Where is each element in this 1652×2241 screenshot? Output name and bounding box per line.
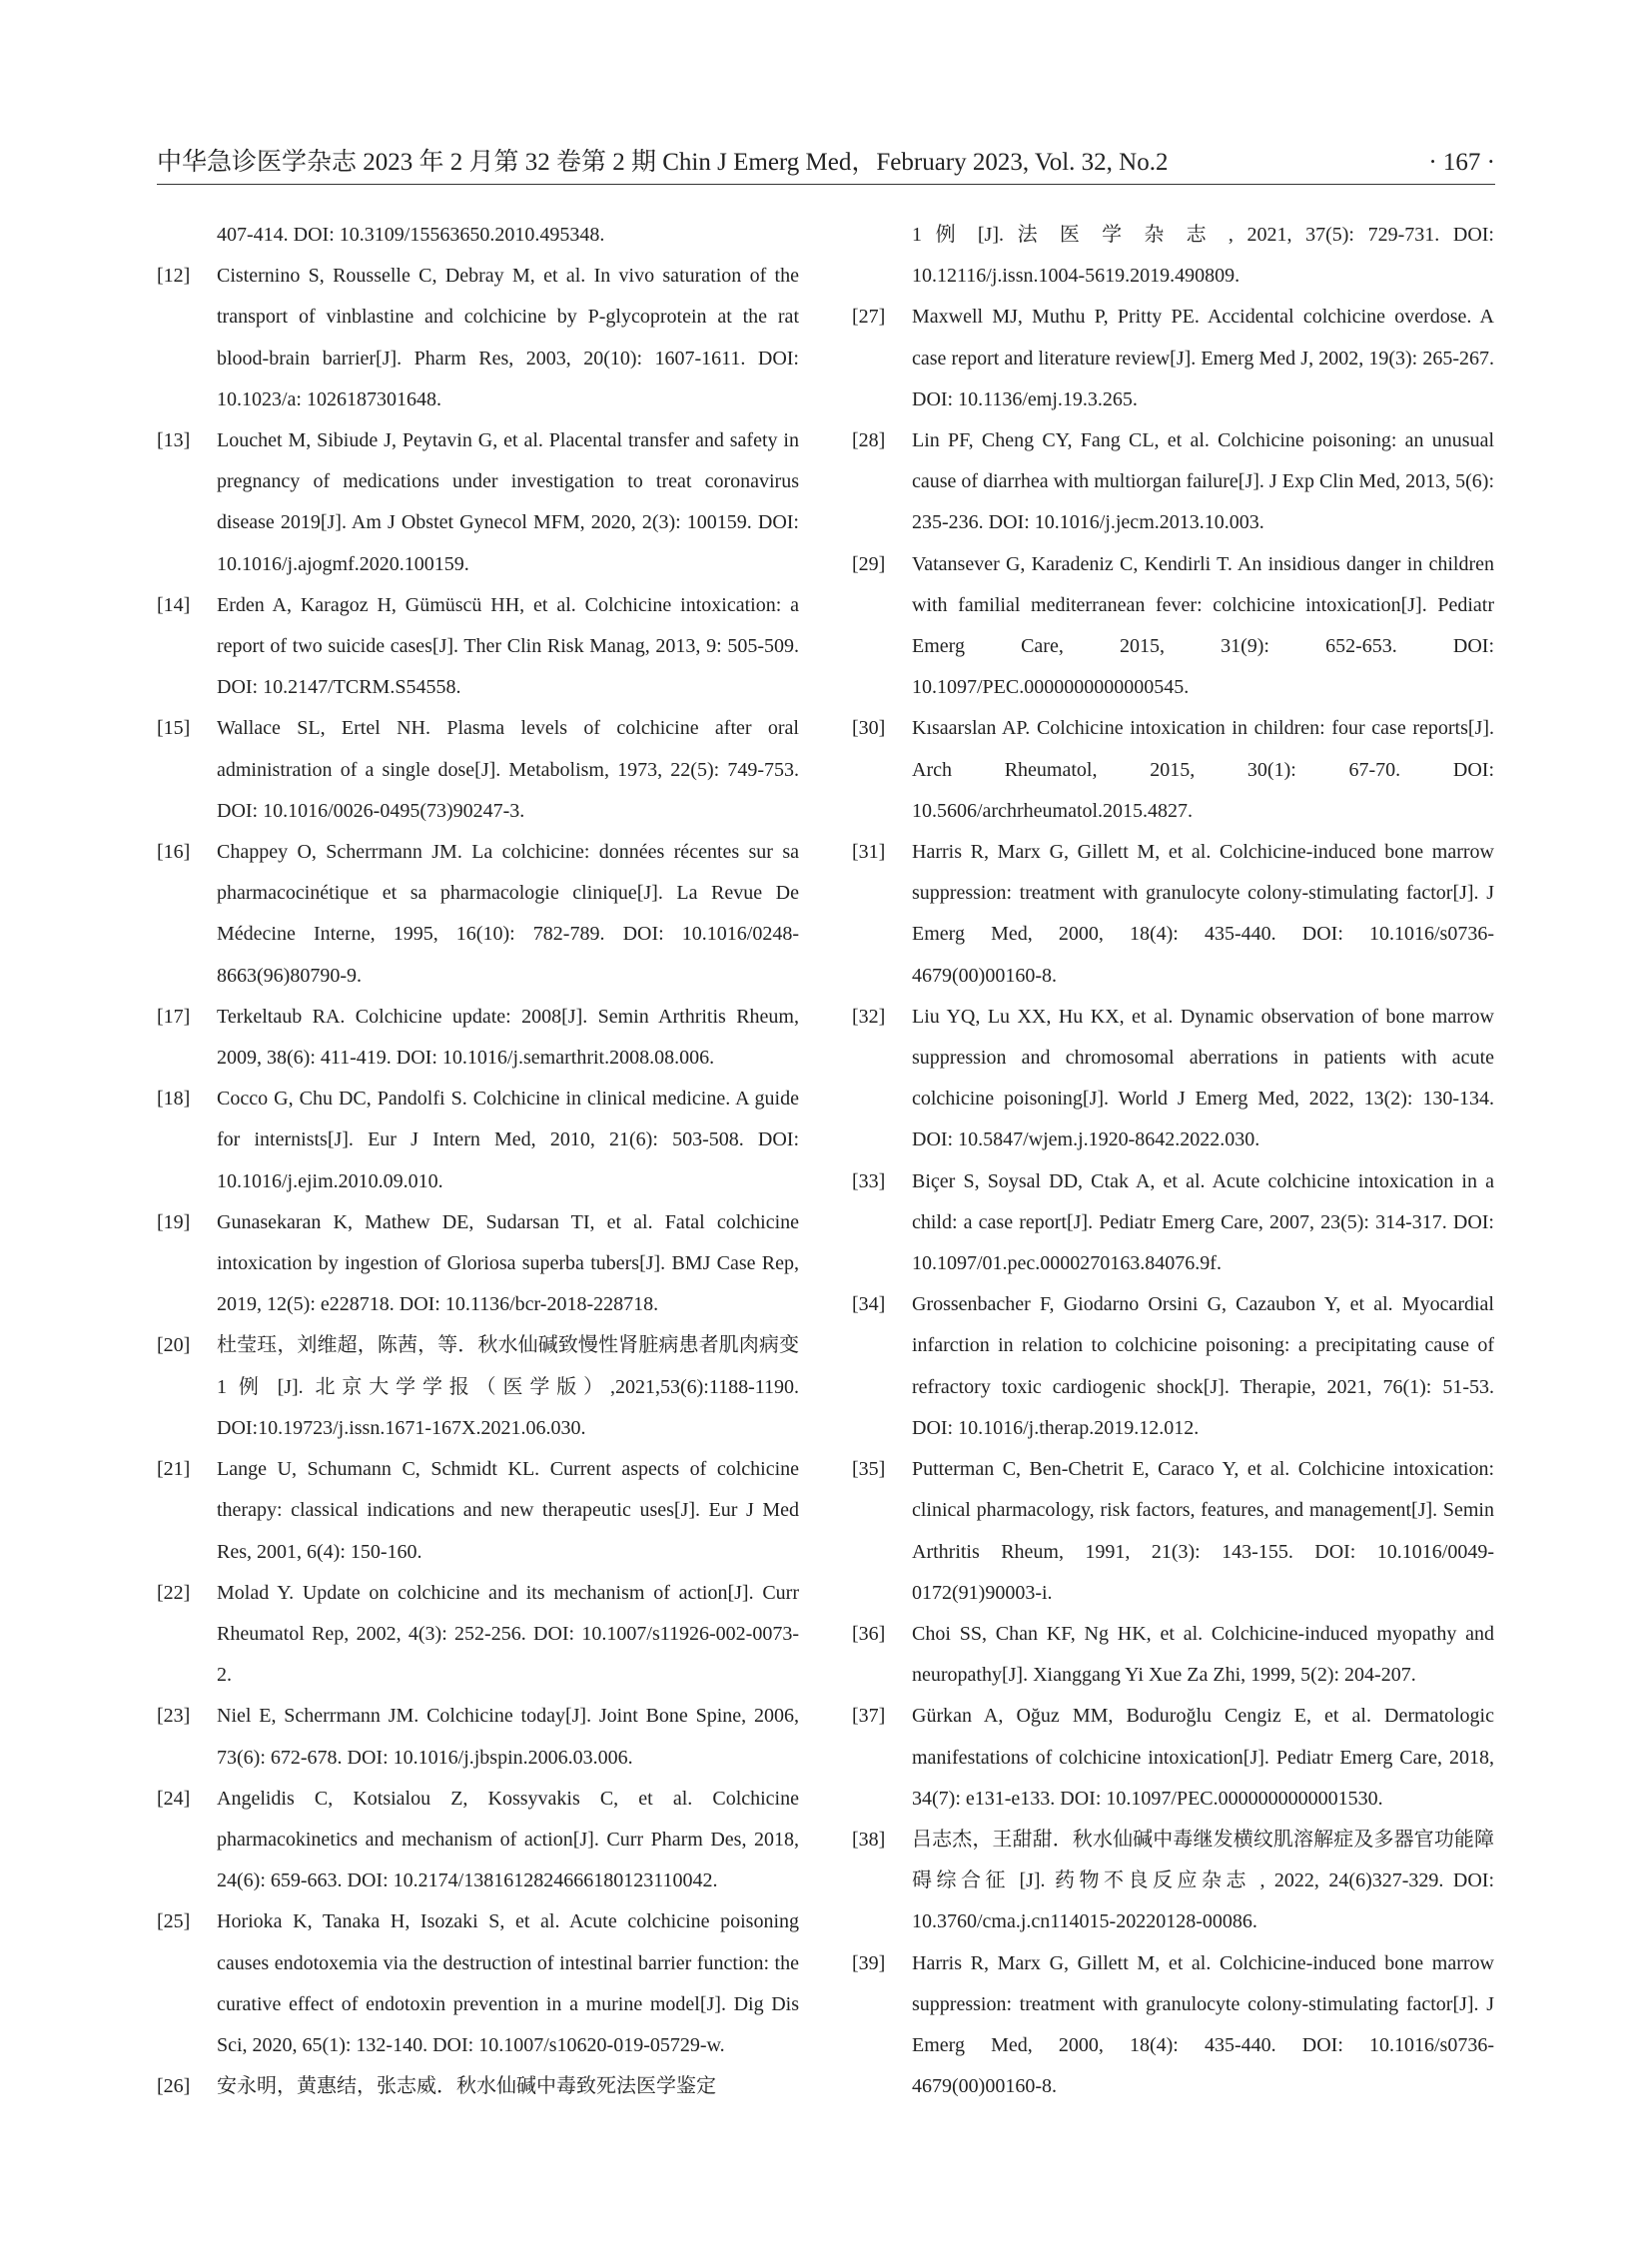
reference-number: [39] — [852, 1951, 886, 1974]
reference-number: [29] — [852, 552, 886, 575]
reference-number: [26] — [157, 2075, 191, 2098]
reference-text: 杜莹珏，刘维超，陈茜，等．秋水仙碱致慢性肾脏病患者肌肉病变 1 例 [J]. 北京大学学报（医学版）,2021,53(6):1188-1190. DOI:10.19723/j.issn.1671-167X.2021.06.030. — [217, 1334, 799, 1439]
reference-text: Gürkan A, Oğuz MM, Boduroğlu Cengiz E, et al. Dermatologic manifestations of colchicine intoxication[J]. Pediatr Emerg Care, 2018, 34(7): e131-e133. DOI: 10.1097/PEC.0000000000001530. — [912, 1705, 1494, 1810]
reference-number: [22] — [157, 1581, 191, 1604]
reference-text: Erden A, Karagoz H, Gümüscü HH, et al. Colchicine intoxication: a report of two suicide cases[J]. Ther Clin Risk Manag, 2013, 9: 505-509. DOI: 10.2147/TCRM.S54558. — [217, 593, 799, 699]
page-number: · 167 · — [1428, 149, 1495, 176]
reference-item — [852, 1449, 1494, 1614]
reference-item — [852, 997, 1494, 1161]
reference-item — [157, 1079, 799, 1202]
reference-number: [13] — [157, 429, 191, 452]
reference-text: Cocco G, Chu DC, Pandolfi S. Colchicine in clinical medicine. A guide for internists[J]. Eur J Intern Med, 2010, 21(6): 503-508. DOI: 10.1016/j.ejim.2010.09.010. — [217, 1088, 799, 1192]
reference-text: Wallace SL, Ertel NH. Plasma levels of colchicine after oral administration of a single dose[J]. Metabolism, 1973, 22(5): 749-753. DOI: 10.1016/0026-0495(73)90247-3. — [217, 717, 799, 822]
reference-item — [157, 1696, 799, 1778]
reference-number: [37] — [852, 1705, 886, 1728]
reference-number: [12] — [157, 265, 191, 288]
reference-text: Cisternino S, Rousselle C, Debray M, et al. In vivo saturation of the transport of vinblastine and colchicine by P-glycoprotein at the rat blood-brain barrier[J]. Pharm Res, 2003, 20(10): 1607-1611. DOI: 10.1023/a: 1026187301648. — [217, 265, 799, 410]
reference-number: [24] — [157, 1787, 191, 1810]
reference-number: [31] — [852, 841, 886, 864]
reference-text: Putterman C, Ben-Chetrit E, Caraco Y, et al. Colchicine intoxication: clinical pharmacology, risk factors, features, and management[J]. Semin Arthritis Rheum, 1991, 21(3): 143-155. DOI: 10.1016/0049-0172(91)90003-i. — [912, 1458, 1494, 1604]
reference-number: [21] — [157, 1458, 191, 1481]
reference-number: [34] — [852, 1293, 886, 1316]
reference-item — [852, 1696, 1494, 1820]
reference-text: Choi SS, Chan KF, Ng HK, et al. Colchicine-induced myopathy and neuropathy[J]. Xianggang Yi Xue Za Zhi, 1999, 5(2): 204-207. — [912, 1622, 1494, 1687]
reference-text: Biçer S, Soysal DD, Ctak A, et al. Acute colchicine intoxication in a child: a case report[J]. Pediatr Emerg Care, 2007, 23(5): 314-317. DOI: 10.1097/01.pec.0000270163.84076.9f. — [912, 1169, 1494, 1275]
reference-item — [157, 1449, 799, 1573]
reference-continuation: 407-414. DOI: 10.3109/15563650.2010.495348. — [217, 224, 605, 246]
reference-item — [157, 1573, 799, 1697]
reference-item — [852, 1161, 1494, 1285]
reference-number: [20] — [157, 1334, 191, 1357]
reference-text: Gunasekaran K, Mathew DE, Sudarsan TI, et al. Fatal colchicine intoxication by ingestion of Gloriosa superba tubers[J]. BMJ Case Rep, 2019, 12(5): e228718. DOI: 10.1136/bcr-2018-228718. — [217, 1210, 799, 1316]
reference-text: Chappey O, Scherrmann JM. La colchicine: données récentes sur sa pharmacocinétique et sa pharmacologie clinique[J]. La Revue De Médecine Interne, 1995, 16(10): 782-789. DOI: 10.1016/0248-8663(96)80790-9. — [217, 841, 799, 987]
reference-item — [852, 832, 1494, 997]
reference-text: Kısaarslan AP. Colchicine intoxication in children: four case reports[J]. Arch Rheumatol, 2015, 30(1): 67-70. DOI: 10.5606/archrheumatol.2015.4827. — [912, 717, 1494, 822]
reference-item — [852, 420, 1494, 544]
reference-number: [17] — [157, 1005, 191, 1028]
reference-text: Angelidis C, Kotsialou Z, Kossyvakis C, et al. Colchicine pharmacokinetics and mechanism of action[J]. Curr Pharm Des, 2018, 24(6): 659-663. DOI: 10.2174/1381612824666180123110042. — [217, 1787, 799, 1892]
reference-number: [14] — [157, 593, 191, 616]
reference-item — [852, 1284, 1494, 1449]
page-header — [157, 140, 1495, 185]
right-column — [852, 215, 1494, 2107]
reference-number: [30] — [852, 717, 886, 740]
reference-number: [18] — [157, 1088, 191, 1111]
reference-item — [157, 420, 799, 585]
reference-number: [33] — [852, 1169, 886, 1192]
reference-continuation: 1 例 [J]. 法 医 学 杂 志 , 2021, 37(5): 729-731. DOI: 10.12116/j.issn.1004-5619.2019.490809. — [912, 224, 1494, 288]
reference-number: [36] — [852, 1622, 886, 1645]
reference-item — [852, 297, 1494, 420]
reference-item — [157, 997, 799, 1079]
journal-title: 中华急诊医学杂志 2023 年 2 月第 32 卷第 2 期 Chin J Emerg Med，February 2023, Vol. 32, No.2 — [157, 149, 1169, 176]
reference-text: 吕志杰，王甜甜．秋水仙碱中毒继发横纹肌溶解症及多器官功能障碍综合征 [J]. 药物不良反应杂志 , 2022, 24(6)327-329. DOI: 10.3760/cma.j.cn114015-20220128-00086. — [912, 1828, 1494, 1933]
reference-text: Vatansever G, Karadeniz C, Kendirli T. An insidious danger in children with familial mediterranean fever: colchicine intoxication[J]. Pediatr Emerg Care, 2015, 31(9): 652-653. DOI: 10.1097/PEC.0000000000000545. — [912, 552, 1494, 699]
reference-text: 安永明，黄惠结，张志威．秋水仙碱中毒致死法医学鉴定 — [217, 2075, 716, 2098]
reference-item — [852, 708, 1494, 832]
reference-item — [157, 1901, 799, 2066]
reference-item — [852, 544, 1494, 709]
reference-number: [28] — [852, 429, 886, 452]
reference-item — [157, 1325, 799, 1449]
reference-text: Louchet M, Sibiude J, Peytavin G, et al. Placental transfer and safety in pregnancy of medications under investigation to treat coronavirus disease 2019[J]. Am J Obstet Gynecol MFM, 2020, 2(3): 100159. DOI: 10.1016/j.ajogmf.2020.100159. — [217, 429, 799, 575]
reference-text: Niel E, Scherrmann JM. Colchicine today[J]. Joint Bone Spine, 2006, 73(6): 672-678. DOI: 10.1016/j.jbspin.2006.03.006. — [217, 1705, 799, 1769]
reference-text: Terkeltaub RA. Colchicine update: 2008[J]. Semin Arthritis Rheum, 2009, 38(6): 411-419. DOI: 10.1016/j.semarthrit.2008.08.006. — [217, 1005, 799, 1070]
reference-number: [27] — [852, 306, 886, 329]
reference-text: Maxwell MJ, Muthu P, Pritty PE. Accidental colchicine overdose. A case report and literature review[J]. Emerg Med J, 2002, 19(3): 265-267. DOI: 10.1136/emj.19.3.265. — [912, 306, 1494, 410]
reference-item — [852, 1943, 1494, 2108]
reference-item — [157, 256, 799, 420]
reference-text: Horioka K, Tanaka H, Isozaki S, et al. Acute colchicine poisoning causes endotoxemia via the destruction of intestinal barrier function: the curative effect of endotoxin prevention in a murine model[J]. Dig Dis Sci, 2020, 65(1): 132-140. DOI: 10.1007/s10620-019-05729-w. — [217, 1910, 799, 2056]
reference-text: Harris R, Marx G, Gillett M, et al. Colchicine-induced bone marrow suppression: treatment with granulocyte colony-stimulating factor[J]. J Emerg Med, 2000, 18(4): 435-440. DOI: 10.1016/s0736-4679(00)00160-8. — [912, 841, 1494, 987]
reference-item — [157, 708, 799, 832]
reference-item — [157, 1202, 799, 1326]
reference-item — [157, 832, 799, 997]
reference-number: [38] — [852, 1828, 886, 1851]
reference-text: Lin PF, Cheng CY, Fang CL, et al. Colchicine poisoning: an unusual cause of diarrhea with multiorgan failure[J]. J Exp Clin Med, 2013, 5(6): 235-236. DOI: 10.1016/j.jecm.2013.10.003. — [912, 429, 1494, 534]
reference-number: [32] — [852, 1005, 886, 1028]
reference-number: [19] — [157, 1210, 191, 1233]
reference-number: [23] — [157, 1705, 191, 1728]
left-column — [157, 215, 799, 2107]
reference-item — [157, 585, 799, 709]
reference-number: [15] — [157, 717, 191, 740]
reference-item — [157, 2066, 799, 2107]
reference-number: [25] — [157, 1910, 191, 1933]
reference-text: Grossenbacher F, Giodarno Orsini G, Cazaubon Y, et al. Myocardial infarction in relation to colchicine poisoning: a precipitating cause of refractory toxic cardiogenic shock[J]. Therapie, 2021, 76(1): 51-53. DOI: 10.1016/j.therap.2019.12.012. — [912, 1293, 1494, 1439]
reference-text: Harris R, Marx G, Gillett M, et al. Colchicine-induced bone marrow suppression: treatment with granulocyte colony-stimulating factor[J]. J Emerg Med, 2000, 18(4): 435-440. DOI: 10.1016/s0736-4679(00)00160-8. — [912, 1951, 1494, 2098]
reference-item — [157, 1779, 799, 1902]
reference-text: Lange U, Schumann C, Schmidt KL. Current aspects of colchicine therapy: classical indications and new therapeutic uses[J]. Eur J Med Res, 2001, 6(4): 150-160. — [217, 1458, 799, 1563]
reference-text: Liu YQ, Lu XX, Hu KX, et al. Dynamic observation of bone marrow suppression and chromosomal aberrations in patients with acute colchicine poisoning[J]. World J Emerg Med, 2022, 13(2): 130-134. DOI: 10.5847/wjem.j.1920-8642.2022.030. — [912, 1005, 1494, 1151]
reference-item — [852, 1820, 1494, 1943]
reference-number: [16] — [157, 841, 191, 864]
reference-number: [35] — [852, 1458, 886, 1481]
reference-text: Molad Y. Update on colchicine and its mechanism of action[J]. Curr Rheumatol Rep, 2002, 4(3): 252-256. DOI: 10.1007/s11926-002-0073-2. — [217, 1581, 799, 1687]
reference-item — [852, 1614, 1494, 1696]
